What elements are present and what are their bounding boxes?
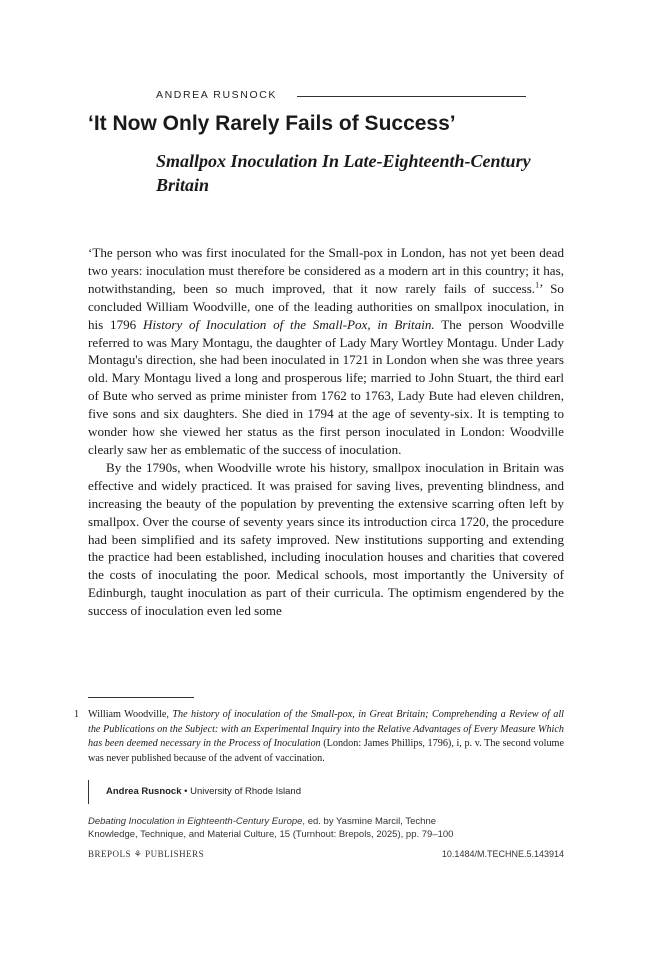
footnote-title: The history of inoculation of the Small-pox, in Great Britain; Comprehending a Review of all the Publications on the Subject: with an Experimental Inquiry into the Relative Advantages of Every Measure Which has been deemed necessary in the Process of Inoculation bbox=[88, 709, 564, 749]
footnote-rule bbox=[88, 697, 194, 698]
paragraph-1-text-c: The person Woodville referred to was Mary Montagu, the daughter of Lady Mary Wortley Montagu. Under Lady Montagu's direction, she had been inoculated in 1721 in London when she was three years old. Mary Montagu lived a long and prosperous life; married to John Stuart, the third earl of Bute who served as prime minister from 1762 to 1763, Lady Bute had eleven children, five sons and six daughters. She died in 1794 at the age of seventy-six. It is tempting to wonder how she viewed her status as the first person inoculated in London: Woodville clearly saw her as emblematic of the success of inoculation. bbox=[88, 316, 564, 457]
footnote-ref-1[interactable]: 1 bbox=[535, 280, 540, 290]
chapter-subtitle: Smallpox Inoculation In Late-Eighteenth-Century Britain bbox=[156, 151, 531, 195]
paragraph-1-text-b: ’ So concluded William Woodville, one of the leading authorities on smallpox inoculation, in his 1796 bbox=[88, 280, 564, 332]
book-citation bbox=[88, 815, 564, 841]
citation-line-1 bbox=[88, 815, 564, 828]
footnote-author: William Woodville, bbox=[88, 709, 173, 720]
author-affiliation bbox=[88, 780, 301, 804]
doi-link[interactable]: 10.1484/M.TECHNE.5.143914 bbox=[441, 849, 564, 859]
header-rule bbox=[297, 96, 526, 97]
footnote-1 bbox=[74, 708, 564, 766]
publisher-logo-text: BREPOLS ⚘ PUBLISHERS bbox=[88, 849, 205, 859]
paragraph-2: By the 1790s, when Woodville wrote his history, smallpox inoculation in Britain was effective and widely practiced. It was praised for saving lives, preventing blindness, and increasing the beauty of the population by preventing the extensive scarring often left by smallpox. Over the course of seventy years since its introduction circa 1720, the procedure had been simplified and its safety improved. New institutions supporting and extending the practice had been established, including inoculation houses and charities that covered the costs of inoculating the poor. Medical schools, most importantly the University of Edinburgh, taught inoculation as part of their curricula. The optimism engendered by the success of inoculation even led some bbox=[88, 459, 564, 619]
footnote-number: 1 bbox=[74, 709, 80, 720]
citation-details: , ed. by Yasmine Marcil, Techne bbox=[302, 816, 437, 827]
footnote-text bbox=[88, 708, 564, 766]
affiliation-separator: • bbox=[181, 786, 191, 797]
book-title-italic: History of Inoculation of the Small-Pox, in Britain. bbox=[143, 316, 435, 332]
chapter-author-header bbox=[156, 88, 526, 102]
body-text bbox=[88, 244, 564, 620]
citation-book-title: Debating Inoculation in Eighteenth-Century Europe bbox=[88, 816, 303, 827]
author-name: ANDREA RUSNOCK bbox=[156, 89, 278, 101]
paragraph-1-text-a: ‘The person who was first inoculated for the Small-pox in London, has not yet been dead two years: inoculation must therefore be considered as a modern art in this country; it has, notwithstanding, been so much improved, that it now rarely fails of success. bbox=[88, 245, 564, 296]
affiliation-name: Andrea Rusnock bbox=[106, 786, 182, 797]
citation-line-2: Knowledge, Technique, and Material Culture, 15 (Turnhout: Brepols, 2025), pp. 79–100 bbox=[88, 829, 454, 840]
paragraph-1 bbox=[88, 244, 564, 459]
publisher-row bbox=[88, 848, 564, 861]
chapter-title: ‘It Now Only Rarely Fails of Success’ bbox=[88, 112, 456, 135]
footnote-rest: (London: James Phillips, 1796), i, p. v. The second volume was never published because of the advent of vaccination. bbox=[88, 738, 564, 764]
affiliation-institution: University of Rhode Island bbox=[190, 786, 301, 797]
